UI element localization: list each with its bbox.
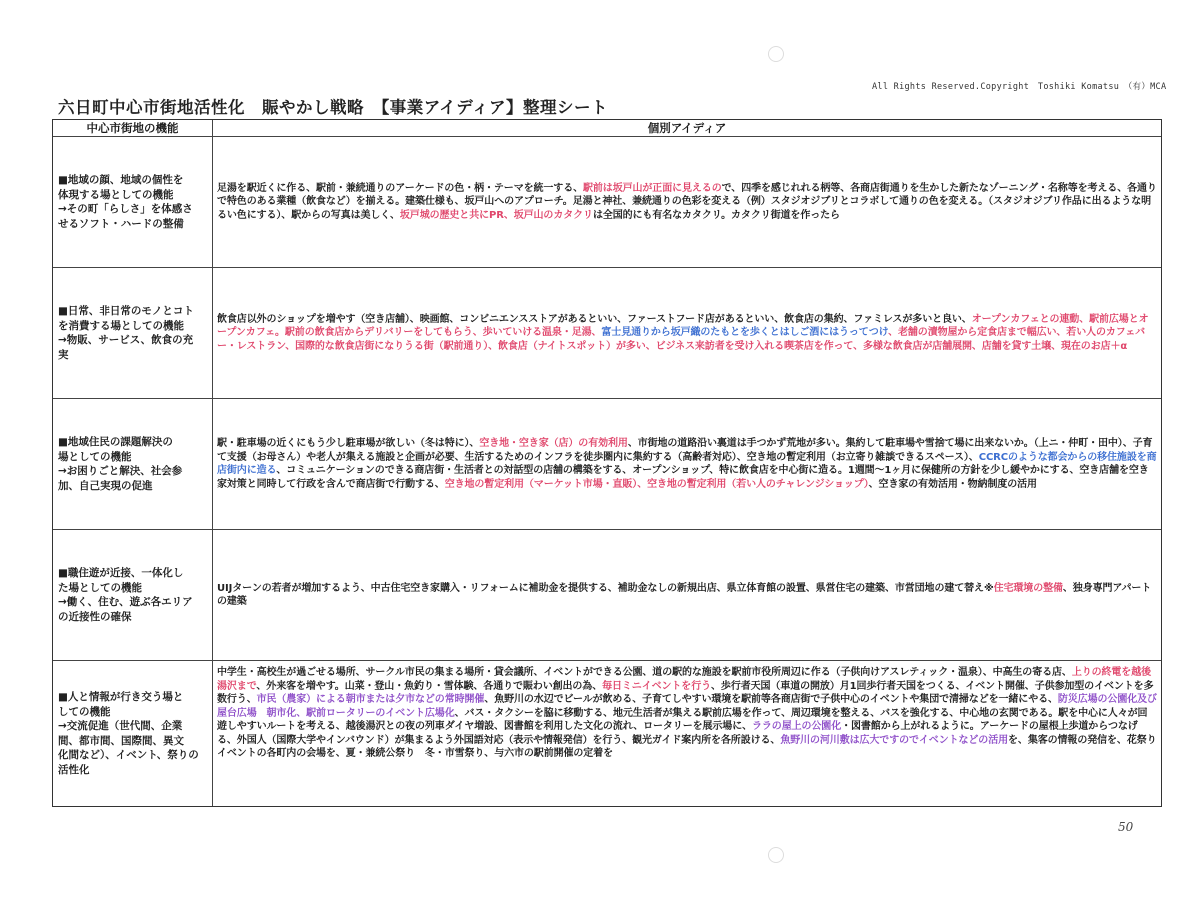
ideas-cell	[213, 530, 1161, 661]
ideas-cell	[213, 399, 1161, 530]
highlighted-idea-text: 毎日ミニイベントを行う	[602, 680, 712, 692]
idea-text: 飲食店以外のショップを増やす（空き店舗）、映画館、コンビニエンスストアがあるといい、ファーストフード店があるといい、飲食店の集約、ファミレスが多いと良い、	[217, 313, 972, 325]
idea-text: で、四季を感じれれる柄等、各商店街通りを生かした新たなゾーニング・名称等を考える、各通りで特色のある業種（飲食など）を揃える。建築仕様も、坂戸山へのアプローチ。足湯と神社、兼続通りの色彩を変える（例）スタジオジブリとコラボして通りの色を変える。（スタジオジブリ作品に出るような明るい色にする）、駅からの写真は美しく、	[217, 182, 1157, 221]
idea-text: は全国的にも有名なカタクリ。カタクリ街道を作ったら	[592, 209, 840, 221]
page-title: 六日町中心市街地活性化 賑やかし戦略 【事業アイディア】整理シート	[58, 98, 608, 117]
ideas-cell	[213, 268, 1161, 399]
highlighted-idea-text: 坂戸城の歴史と共にPR、坂戸山のカタクリ	[399, 209, 593, 221]
idea-text: 、独身専門アパートの建築	[217, 582, 1152, 607]
highlighted-idea-text: 上りの終電を越後湯沢まで	[217, 667, 1152, 692]
ideas-cell	[213, 661, 1161, 806]
function-cell: ■地域の顔、地域の個性を 体現する場としての機能 →その町「らしさ」を体感さ せるソフト・ハードの整備	[53, 137, 213, 268]
idea-text: 、市街地の道路沿い裏道は手つかず荒地が多い。集約して駐車場や雪捨て場に出来ないか。（上ニ・仲町・田中）、子育て支援（お母さん）や老人が集える施設と企画が必要、生活するためのインフラを徒歩圏内に集約する（高齢者対応）、空き地の暫定利用（お立寄り雑談できるスペース）、	[217, 438, 1153, 463]
highlighted-idea-text: 住宅環境の整備	[993, 582, 1063, 594]
function-cell: ■職住遊が近接、一体化し た場としての機能 →働く、住む、遊ぶ各エリア の近接性の確保	[53, 530, 213, 661]
function-cell: ■日常、非日常のモノとコト を消費する場としての機能 →物販、サービス、飲食の充 実	[53, 268, 213, 399]
ideas-cell	[213, 137, 1161, 268]
highlighted-idea-text: ララの屋上の公園化	[752, 721, 842, 732]
page-number: 50	[1118, 820, 1134, 834]
idea-text: 、外来客を増やす。山菜・登山・魚釣り・雪体験、各通りで賑わい創出の為、	[256, 680, 603, 692]
idea-text: 駅・駐車場の近くにもう少し駐車場が欲しい（冬は特に）、	[217, 438, 480, 449]
highlighted-idea-text: 、老舗の漬物屋から定食店まで幅広い、若い人のカフェバー・レストラン、国際的な飲食店街になりうる街（駅前通り）、飲食店（ナイトスポット）が多い、ビジネス来訪者を受け入れる喫茶店を作って、多様な飲食店が店舗展開、店舗を貸す土壌、現在のお店＋α	[217, 327, 1146, 352]
highlighted-idea-text: 空き地の暫定利用（マーケット市場・直販）、空き地の暫定利用（若い人のチャレンジショップ）	[444, 478, 869, 490]
highlighted-idea-text: 駅前の飲食店からデリバリーをしてもらう、歩いていける温泉・足湯、	[284, 327, 602, 339]
highlighted-idea-text: オープンカフェとの連動、駅前広場とオープンカフェ。	[217, 313, 1149, 339]
copyright-notice: All Rights Reserved.Copyright Toshiki Komatsu （有）MCA	[872, 82, 1167, 92]
highlighted-idea-text: 魚野川の河川敷は広大ですのでイベントなどの活用	[780, 734, 1009, 746]
highlighted-idea-text: 空き地・空き家（店）の有効利用	[479, 438, 628, 449]
highlighted-idea-text: CCRCのような都会からの移住施設を商店街内に造る	[217, 451, 1157, 476]
idea-sheet-table	[52, 119, 1162, 807]
column-header-ideas: 個別アイディア	[213, 120, 1161, 137]
highlighted-idea-text: 防災広場の公園化及び屋台広場 朝市化、駅前ロータリーのイベント広場化	[217, 694, 1157, 719]
idea-text: 、空き家の有効活用・物納制度の活用	[868, 478, 1037, 490]
idea-text: 、バス・タクシーを脇に移動する、地元生活者が集える駅前広場を作って、周辺環境を整える、バスを強化する、中心地の玄関である。駅を中心に人々が回遊しやすいルートを考える、越後湯沢との夜の列車ダイヤ増設、図書館を利用した文化の流れ、ロータリーを展示場に、	[217, 707, 1148, 732]
idea-text: UIJターンの若者が増加するよう、中古住宅空き家購入・リフォームに補助金を提供する、補助金なしの新規出店、県立体育館の設置、県営住宅の建築、市営団地の建て替え※	[217, 582, 994, 594]
function-cell: ■人と情報が行き交う場と しての機能 →交流促進（世代間、企業 間、都市間、国際間、異文 化間など）、イベント、祭りの 活性化	[53, 661, 213, 806]
highlighted-idea-text: 市民（農家）による朝市または夕市などの常時開催	[256, 694, 485, 705]
highlighted-idea-text: 駅前は坂戸山が正面に見えるの	[583, 182, 722, 194]
idea-text: 、歩行者天国（車道の開放）月1回歩行者天国をつくる、イベント開催、子供参加型のイベントを多数行う、	[217, 680, 1154, 705]
function-cell: ■地域住民の課題解決の 場としての機能 →お困りごと解決、社会参 加、自己実現の促進	[53, 399, 213, 530]
column-header-function: 中心市街地の機能	[53, 120, 213, 137]
idea-text: ・図書館から上がれるように。アーケードの屋根上歩道からつなげる、外国人（国際大学やインバウンド）が集まるよう外国語対応（表示や情報発信）を行う、観光ガイド案内所を各所設ける、	[217, 721, 1138, 746]
idea-text: 中学生・高校生が過ごせる場所、サークル市民の集まる場所・貸会議所、イベントができる公園、道の駅的な施設を駅前市役所周辺に作る（子供向けアスレティック・温泉）、中高生の寄る店、	[217, 667, 1072, 678]
highlighted-idea-text: 富士見通りから坂戸織のたもとを歩くとはしご酒にはうってつけ	[601, 327, 889, 339]
idea-text: 、魚野川の水辺でビールが飲める、子育てしやすい環境を駅前等各商店街で子供中心のイベントや集団で清掃などを一緒にやる、	[484, 694, 1058, 705]
punch-hole	[768, 46, 784, 62]
idea-text: 足湯を駅近くに作る、駅前・兼続通りのアーケードの色・柄・テーマを統一する、	[217, 182, 583, 194]
idea-text: 、コミュニケーションのできる商店街・生活者との対話型の店舗の構築をする、オープンショップ、特に飲食店を中心街に造る。1週間～1ヶ月に保健所の方針を少し緩やかにする、空き店舗を空き家対策と同時して行政を含んで商店街で行動する、	[217, 465, 1149, 490]
idea-text: を、集客の情報の発信を、花祭りイベントの各町内の会場を、夏・兼続公祭り 冬・市雪祭り、与六市の駅前開催の定着を	[217, 734, 1157, 759]
punch-hole	[768, 847, 784, 863]
